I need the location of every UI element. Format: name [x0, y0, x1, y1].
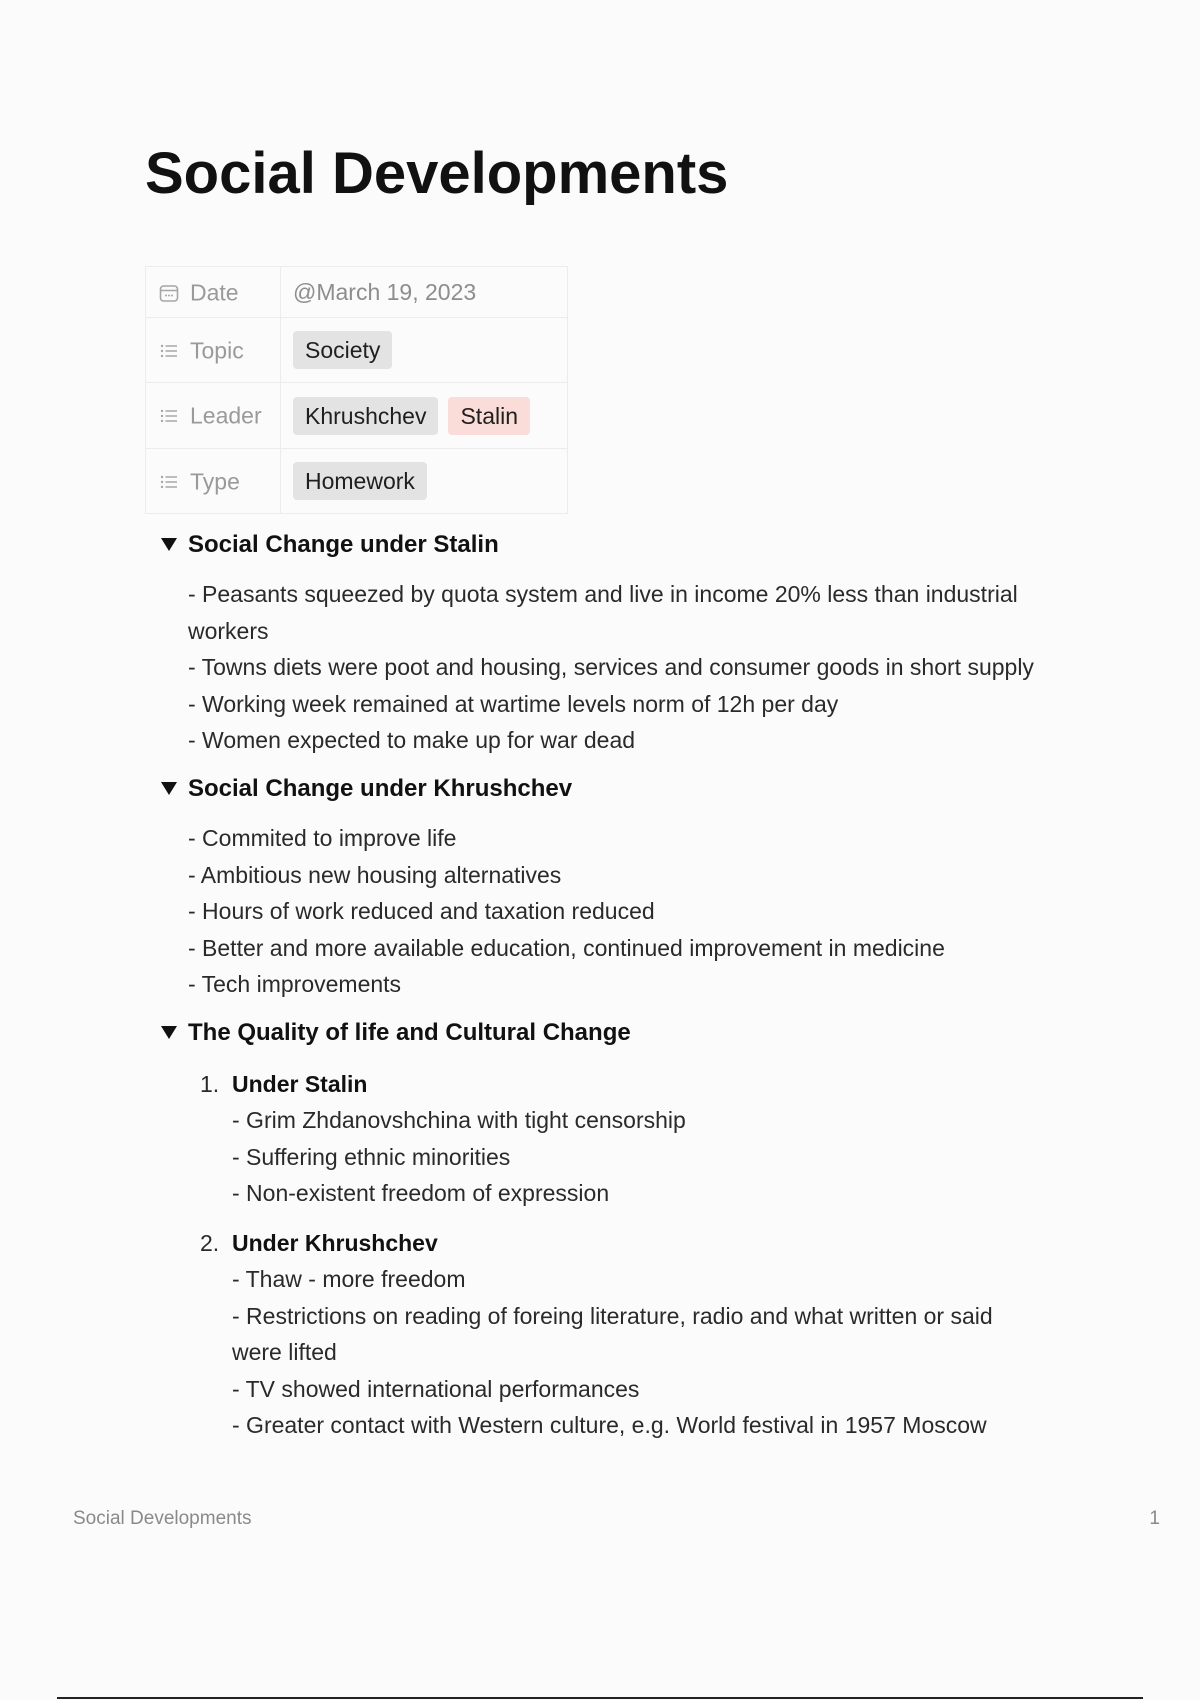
section-body [188, 576, 1108, 759]
text-line: - Women expected to make up for war dead [188, 727, 636, 753]
calendar-icon [158, 282, 180, 304]
item-lines [232, 1102, 1072, 1212]
text-line: - Greater contact with Western culture, e.g. World festival in 1957 Moscow [232, 1412, 987, 1438]
properties-table [145, 266, 568, 514]
section-body [188, 820, 1108, 1003]
toggle-heading: The Quality of life and Cultural Change [188, 1019, 631, 1046]
footer-title: Social Developments [73, 1508, 252, 1529]
toggle-heading: Social Change under Khrushchev [188, 775, 573, 802]
item-number: 1. [200, 1071, 220, 1097]
list-icon [158, 405, 180, 427]
text-line: - Grim Zhdanovshchina with tight censorship [232, 1107, 686, 1133]
footer-page-number: 1 [1149, 1508, 1160, 1529]
item-number: 2. [200, 1230, 220, 1256]
text-line: - Ambitious new housing alternatives [188, 861, 562, 888]
tag-society[interactable]: Society [293, 331, 392, 369]
text-line: - Better and more available education, continued improvement in medicine [188, 934, 945, 961]
toggle-triangle-icon[interactable] [160, 535, 178, 553]
tag-homework[interactable]: Homework [293, 462, 427, 500]
text-line: - Hours of work reduced and taxation reduced [188, 898, 655, 924]
text-line: - Peasants squeezed by quota system and live in income 20% less than industrial [188, 581, 1018, 607]
text-line: workers [188, 617, 269, 644]
tag-khrushchev[interactable]: Khrushchev [293, 397, 438, 435]
property-value-topic[interactable] [281, 318, 568, 383]
property-key-leader: Leader [146, 383, 281, 449]
property-value-leader[interactable] [281, 383, 568, 449]
property-row-date [146, 267, 568, 318]
property-key-date: Date [146, 267, 281, 318]
text-line: - Commited to improve life [188, 825, 457, 851]
page-title: Social Developments [145, 141, 729, 206]
date-value[interactable]: @March 19, 2023 [293, 278, 477, 305]
text-line: were lifted [232, 1339, 337, 1365]
toggle-social-change-stalin[interactable] [160, 531, 499, 559]
text-line: - Suffering ethnic minorities [232, 1143, 511, 1170]
list-icon [158, 340, 180, 362]
text-line: - TV showed international performances [232, 1375, 640, 1402]
toggle-quality-of-life[interactable] [160, 1019, 631, 1047]
text-line: - Non-existent freedom of expression [232, 1180, 610, 1206]
bottom-divider [57, 1697, 1143, 1699]
property-row-leader [146, 383, 568, 449]
property-value-type[interactable] [281, 449, 568, 514]
text-line: - Working week remained at wartime levels norm of 12h per day [188, 690, 839, 717]
text-line: - Tech improvements [188, 971, 402, 997]
text-line: - Restrictions on reading of foreing literature, radio and what written or said [232, 1302, 993, 1329]
toggle-heading: Social Change under Stalin [188, 531, 499, 558]
text-line: - Thaw - more freedom [232, 1266, 466, 1292]
toggle-social-change-khrushchev[interactable] [160, 775, 572, 803]
item-title: Under Stalin [232, 1071, 368, 1097]
item-title: Under Khrushchev [232, 1230, 438, 1256]
item-lines [232, 1261, 1072, 1444]
property-value-date[interactable] [281, 267, 568, 318]
property-row-type [146, 449, 568, 514]
text-line: - Towns diets were poot and housing, services and consumer goods in short supply [188, 654, 1034, 680]
list-icon [158, 471, 180, 493]
tag-stalin[interactable]: Stalin [448, 397, 530, 435]
toggle-triangle-icon[interactable] [160, 779, 178, 797]
property-row-topic [146, 318, 568, 383]
toggle-triangle-icon[interactable] [160, 1023, 178, 1041]
property-key-topic: Topic [146, 318, 281, 383]
property-key-type: Type [146, 449, 281, 514]
